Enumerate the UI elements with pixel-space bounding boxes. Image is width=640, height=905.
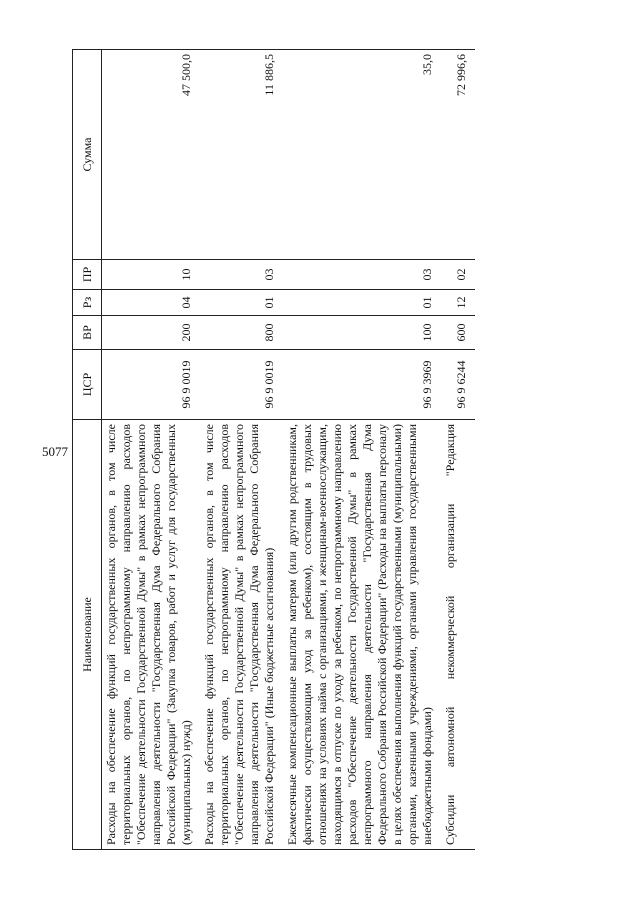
row-name: Ежемесячные компенсационные выплаты матерям (или другим родственникам, фактически осуществляющим уход за ребенком), состоящим в трудовых отношениях на условиях найма с организациями, и женщинам-военнослужащим, находящимся в отпуске по уходу за ребенком, по непрограммному направлению расходов "Обеспечение деятельности Государственной Думы" в рамках непрограммного направления деятельности "Государственная Дума Федерального Собрания Российской Федерации" (Расходы на выплаты персоналу в целях обеспечения выполнения функций государственными (муниципальными) органами, казенными учреждениями, органами управления государственными внебюджетными фондами)	[283, 420, 441, 850]
row-csr: 96 9 0019	[200, 350, 283, 420]
table-header-row	[73, 50, 102, 850]
table-row	[102, 50, 201, 850]
row-rz: 12	[441, 290, 475, 316]
header-csr: ЦСР	[73, 350, 102, 420]
row-name: Расходы на обеспечение функций государственных органов, в том числе территориальных органов, по непрограммному направлению расходов "Обеспечение деятельности Государственной Думы" в рамках непрограммного направления деятельности "Государственная Дума Федерального Собрания Российской Федерации" (Иные бюджетные ассигнования)	[200, 420, 283, 850]
row-vr: 800	[200, 316, 283, 350]
row-name: Субсидии автономной некоммерческой организации "Редакция	[441, 420, 475, 850]
row-sum: 11 886,5	[200, 50, 283, 260]
row-vr: 600	[441, 316, 475, 350]
header-pr: ПР	[73, 260, 102, 290]
row-vr: 200	[102, 316, 201, 350]
header-rz: Рз	[73, 290, 102, 316]
row-sum: 47 500,0	[102, 50, 201, 260]
header-name: Наименование	[73, 420, 102, 850]
table-row	[283, 50, 441, 850]
row-name: Расходы на обеспечение функций государственных органов, в том числе территориальных органов, по непрограммному направлению расходов "Обеспечение деятельности Государственной Думы" в рамках непрограммного направления деятельности "Государственная Дума Федерального Собрания Российской Федерации" (Закупка товаров, работ и услуг для государственных (муниципальных) нужд)	[102, 420, 201, 850]
table-row	[200, 50, 283, 850]
row-rz: 01	[200, 290, 283, 316]
header-sum: Сумма	[73, 50, 102, 260]
table-row	[441, 50, 475, 850]
page-number: 5077	[42, 444, 68, 459]
row-csr: 96 9 3969	[283, 350, 441, 420]
row-pr: 02	[441, 260, 475, 290]
row-vr: 100	[283, 316, 441, 350]
row-sum: 35,0	[283, 50, 441, 260]
row-sum: 72 996,6	[441, 50, 475, 260]
header-vr: ВР	[73, 316, 102, 350]
budget-table	[72, 49, 475, 850]
row-pr: 10	[102, 260, 201, 290]
row-csr: 96 9 6244	[441, 350, 475, 420]
row-pr: 03	[283, 260, 441, 290]
row-rz: 04	[102, 290, 201, 316]
row-csr: 96 9 0019	[102, 350, 201, 420]
row-rz: 01	[283, 290, 441, 316]
row-pr: 03	[200, 260, 283, 290]
rotated-table-wrapper	[72, 50, 602, 850]
